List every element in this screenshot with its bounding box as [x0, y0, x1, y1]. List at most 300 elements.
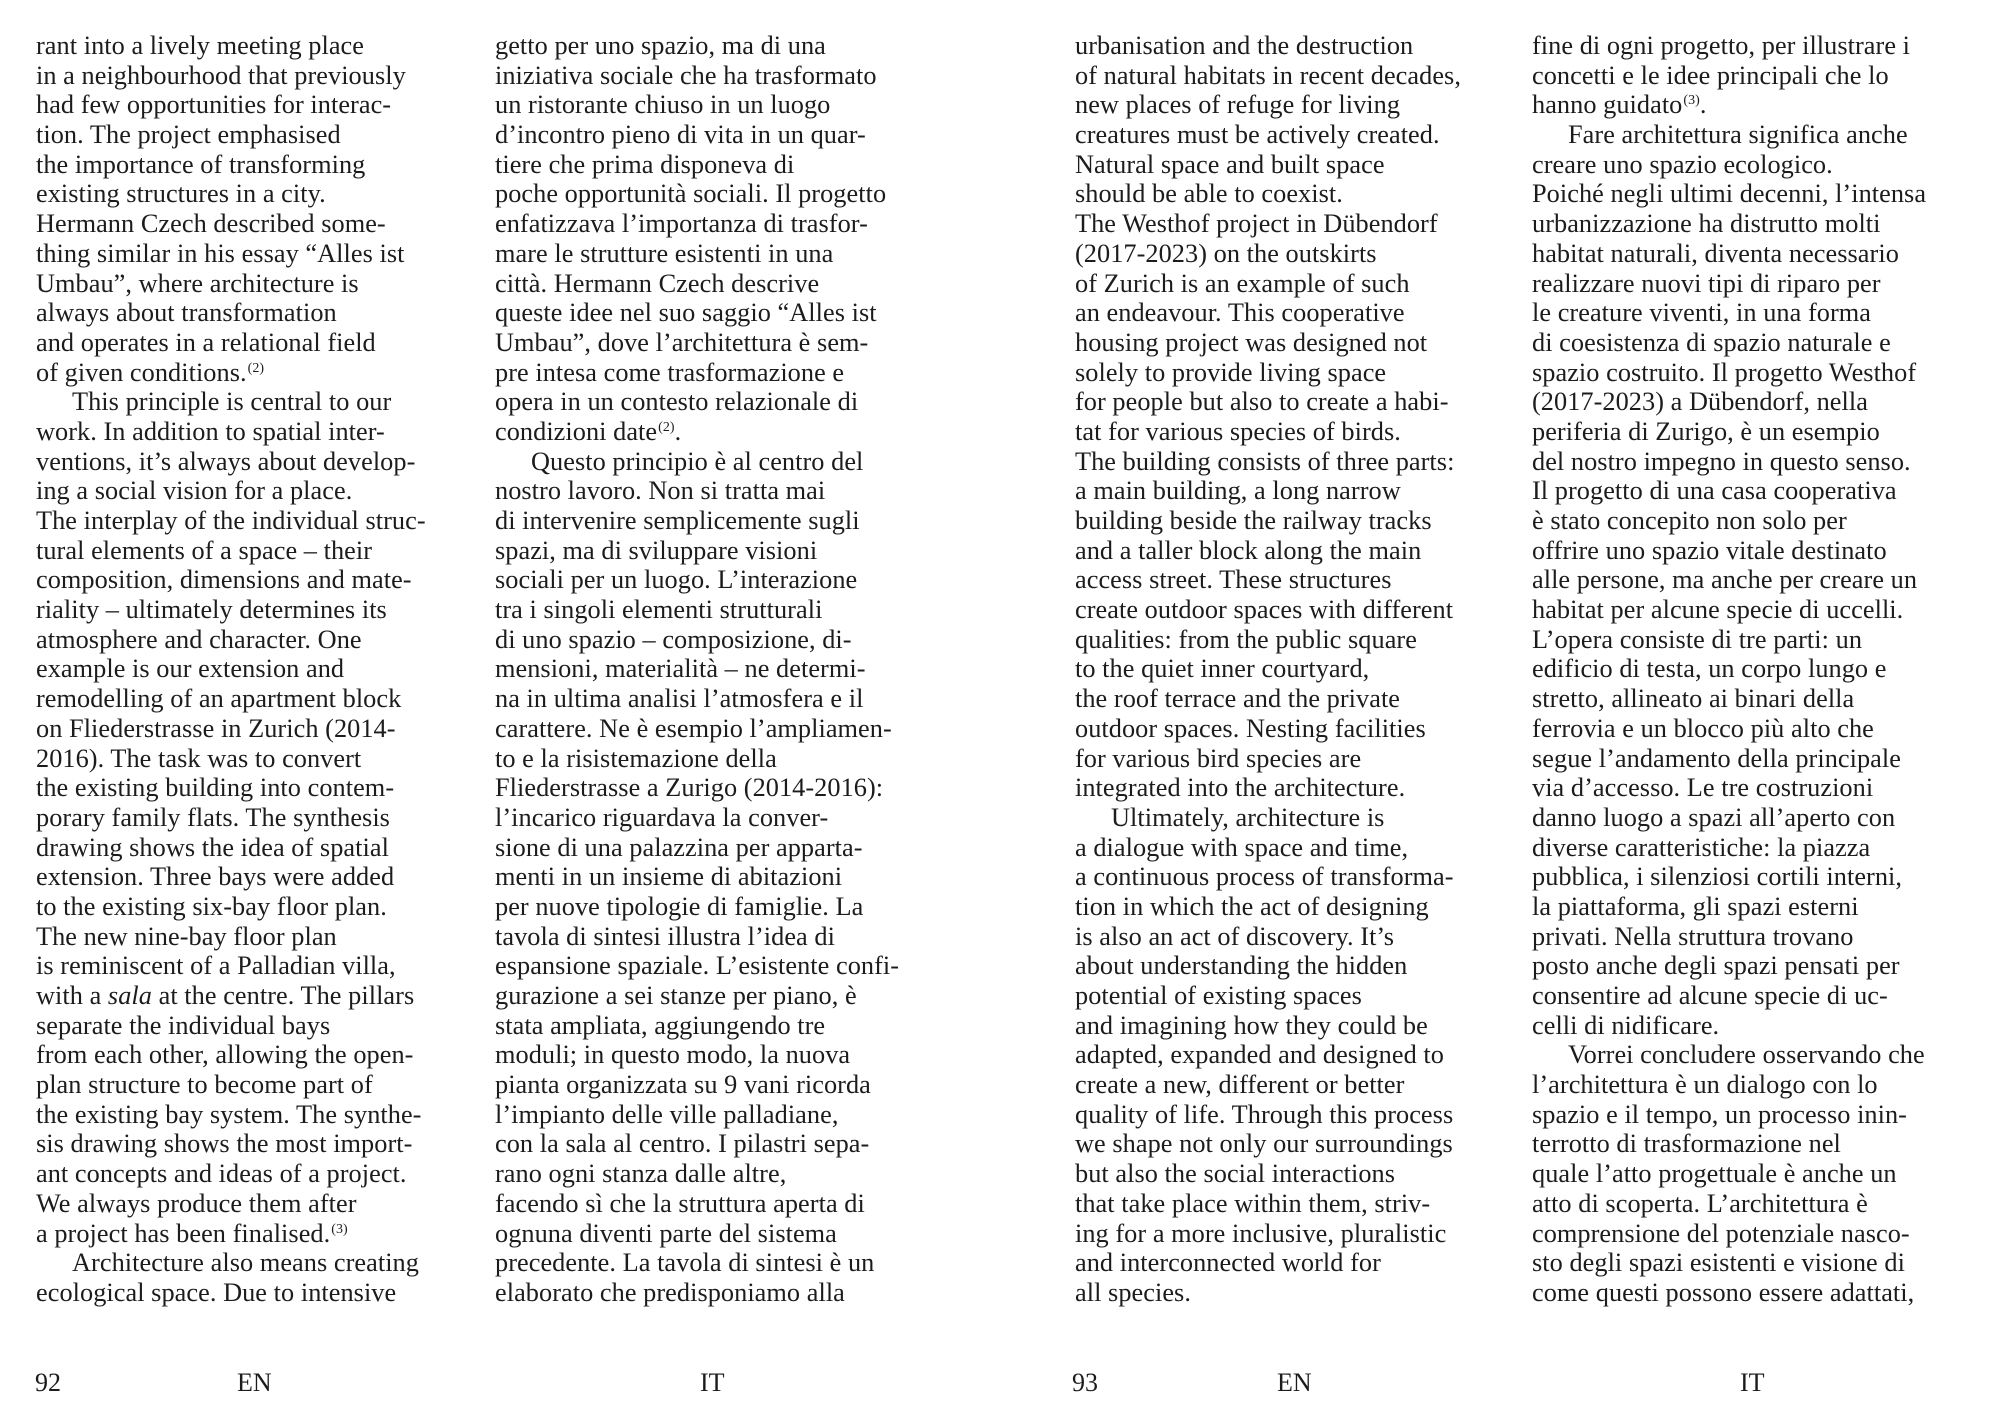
- text-line: [495, 684, 965, 714]
- text-line: [1075, 120, 1545, 150]
- line-text: tra i singoli elementi strutturali: [495, 595, 823, 625]
- text-line: [36, 120, 506, 150]
- line-text: ecological space. Due to intensive: [36, 1277, 397, 1307]
- line-text: ferrovia e un blocco più alto che: [1532, 713, 1874, 743]
- text-line: [495, 981, 965, 1011]
- line-text: del nostro impegno in questo senso.: [1532, 446, 1911, 476]
- line-text: quale l’atto progettuale è anche un: [1532, 1159, 1897, 1189]
- line-text: plan structure to become part of: [36, 1070, 373, 1100]
- text-line: [1075, 387, 1545, 417]
- line-text: an endeavour. This cooperative: [1075, 298, 1405, 328]
- text-line: [1075, 61, 1545, 91]
- line-text: separate the individual bays: [36, 1010, 331, 1040]
- line-text: la piattaforma, gli spazi esterni: [1532, 891, 1859, 921]
- text-line: [495, 417, 965, 447]
- text-line: [1532, 862, 2002, 892]
- line-text: Vorrei concludere osservando che: [1568, 1040, 1925, 1070]
- line-text: tavola di sintesi illustra l’idea di: [495, 921, 835, 951]
- text-line: [495, 1040, 965, 1070]
- text-line: [495, 1070, 965, 1100]
- text-line: [495, 358, 965, 388]
- text-line: [1532, 744, 2002, 774]
- line-text: The Westhof project in Dübendorf: [1075, 209, 1438, 239]
- text-line: [36, 654, 506, 684]
- text-line: [1532, 179, 2002, 209]
- text-line: [36, 951, 506, 981]
- text-line: [1532, 1189, 2002, 1219]
- text-line: [36, 476, 506, 506]
- text-line: [1532, 684, 2002, 714]
- line-text: a project has been finalised.: [36, 1218, 331, 1248]
- text-line: [36, 1189, 506, 1219]
- text-line: [1532, 1070, 2002, 1100]
- text-line: [1532, 1011, 2002, 1041]
- text-line: [1075, 1278, 1545, 1308]
- text-line: [495, 565, 965, 595]
- line-text: terrotto di trasformazione nel: [1532, 1129, 1841, 1159]
- text-line: [1532, 951, 2002, 981]
- line-text: ognuna diventi parte del sistema: [495, 1218, 837, 1248]
- line-text: of Zurich is an example of such: [1075, 268, 1410, 298]
- text-line: [495, 1129, 965, 1159]
- text-line: [1532, 714, 2002, 744]
- line-text: to the quiet inner courtyard,: [1075, 654, 1370, 684]
- line-text: getto per uno spazio, ma di una: [495, 31, 826, 60]
- text-line: [1532, 447, 2002, 477]
- text-line: [495, 625, 965, 655]
- line-text: This principle is central to our: [72, 387, 392, 417]
- punctuation: .: [674, 416, 682, 446]
- text-line: [36, 1070, 506, 1100]
- line-text: all species.: [1075, 1277, 1191, 1307]
- line-text: elaborato che predisponiamo alla: [495, 1277, 845, 1307]
- line-text: di coesistenza di spazio naturale e: [1532, 327, 1891, 357]
- line-text: celli di nidificare.: [1532, 1010, 1720, 1040]
- text-line: [36, 565, 506, 595]
- text-line: [1532, 1040, 2002, 1070]
- text-line: [1532, 1129, 2002, 1159]
- text-line: [1075, 239, 1545, 269]
- text-line: [36, 803, 506, 833]
- footnote-marker: (2): [658, 419, 675, 435]
- text-line: [1075, 209, 1545, 239]
- text-line: [1075, 447, 1545, 477]
- text-line: [1532, 1219, 2002, 1249]
- column-en-page-92: [36, 31, 506, 1308]
- text-line: [1075, 595, 1545, 625]
- line-text: Fare architettura significa anche: [1568, 120, 1908, 150]
- page-number-left: 92: [35, 1368, 61, 1397]
- text-line: [495, 1100, 965, 1130]
- text-line: [495, 862, 965, 892]
- text-line: [1532, 773, 2002, 803]
- text-line: [1532, 565, 2002, 595]
- line-text: spazio e il tempo, un processo inin-: [1532, 1099, 1907, 1129]
- text-line: [36, 1159, 506, 1189]
- line-text: ant concepts and ideas of a project.: [36, 1159, 407, 1189]
- text-line: [1075, 1040, 1545, 1070]
- text-line: [36, 684, 506, 714]
- line-text: a continuous process of transforma-: [1075, 862, 1454, 892]
- line-text: con la sala al centro. I pilastri sepa-: [495, 1129, 870, 1159]
- text-line: [1075, 358, 1545, 388]
- line-text: enfatizzava l’importanza di trasfor-: [495, 209, 868, 239]
- line-text: but also the social interactions: [1075, 1159, 1395, 1189]
- line-text: via d’accesso. Le tre costruzioni: [1532, 773, 1874, 803]
- column-it-page-92: [495, 31, 965, 1308]
- text-line: [1532, 239, 2002, 269]
- text-line: [36, 625, 506, 655]
- line-text: of given conditions.: [36, 357, 247, 387]
- line-text: atto di scoperta. L’architettura è: [1532, 1188, 1868, 1218]
- text-line: [36, 922, 506, 952]
- line-text: create outdoor spaces with different: [1075, 595, 1454, 625]
- text-line: [1075, 150, 1545, 180]
- line-text: pre intesa come trasformazione e: [495, 357, 845, 387]
- text-line: [36, 833, 506, 863]
- line-text: mare le strutture esistenti in una: [495, 238, 834, 268]
- text-line: [36, 744, 506, 774]
- text-line: [495, 1248, 965, 1278]
- footnote-marker: (3): [1683, 93, 1700, 109]
- line-text: sociali per un luogo. L’interazione: [495, 565, 858, 595]
- text-line: [1532, 654, 2002, 684]
- language-label-it-left: IT: [700, 1368, 725, 1397]
- line-text: quality of life. Through this process: [1075, 1099, 1454, 1129]
- text-line: [495, 328, 965, 358]
- text-line: [1075, 476, 1545, 506]
- line-text: danno luogo a spazi all’aperto con: [1532, 802, 1896, 832]
- line-text: new places of refuge for living: [1075, 90, 1401, 120]
- line-text: Questo principio è al centro del: [531, 446, 864, 476]
- text-line: [495, 1278, 965, 1308]
- language-label-en-right: EN: [1277, 1368, 1312, 1397]
- text-line: [1075, 506, 1545, 536]
- line-text: segue l’andamento della principale: [1532, 743, 1901, 773]
- line-text: (2017-2023) a Dübendorf, nella: [1532, 387, 1868, 417]
- language-label-en-left: EN: [237, 1368, 272, 1397]
- line-text-continued: at the centre. The pillars: [151, 981, 415, 1010]
- text-line: [1532, 1278, 2002, 1308]
- line-text: is also an act of discovery. It’s: [1075, 921, 1395, 951]
- language-label-it-right: IT: [1740, 1368, 1765, 1397]
- text-line: [1532, 476, 2002, 506]
- line-text: concetti e le idee principali che lo: [1532, 60, 1889, 90]
- text-line: [1075, 298, 1545, 328]
- text-line: [36, 1011, 506, 1041]
- line-text: fine di ogni progetto, per illustrare i: [1532, 31, 1911, 60]
- text-line: [495, 595, 965, 625]
- line-text: tiere che prima disponeva di: [495, 149, 795, 179]
- text-line: [495, 506, 965, 536]
- line-text: L’opera consiste di tre parti: un: [1532, 624, 1863, 654]
- text-line: [36, 61, 506, 91]
- line-text: work. In addition to spatial inter-: [36, 416, 385, 446]
- text-line: [1532, 1248, 2002, 1278]
- line-text: rant into a lively meeting place: [36, 31, 364, 60]
- text-line: [36, 328, 506, 358]
- text-line: [495, 298, 965, 328]
- line-text: facendo sì che la struttura aperta di: [495, 1188, 865, 1218]
- line-text: The new nine-bay floor plan: [36, 921, 337, 951]
- text-line: [495, 773, 965, 803]
- text-line: [495, 120, 965, 150]
- text-line: [1075, 922, 1545, 952]
- line-text: the existing bay system. The synthe-: [36, 1099, 422, 1129]
- line-text: queste idee nel suo saggio “Alles ist: [495, 298, 877, 328]
- line-text: Fliederstrasse a Zurigo (2014-2016):: [495, 773, 884, 803]
- line-text: privati. Nella struttura trovano: [1532, 921, 1854, 951]
- text-line: [495, 476, 965, 506]
- text-line: [1532, 595, 2002, 625]
- line-text: città. Hermann Czech descrive: [495, 268, 820, 298]
- text-line: [36, 358, 506, 388]
- line-text: the existing building into contem-: [36, 773, 395, 803]
- line-text: Il progetto di una casa cooperativa: [1532, 476, 1897, 506]
- line-text: di uno spazio – composizione, di-: [495, 624, 852, 654]
- text-line: [1532, 358, 2002, 388]
- text-line: [36, 1100, 506, 1130]
- text-line: [495, 269, 965, 299]
- line-text: outdoor spaces. Nesting facilities: [1075, 713, 1426, 743]
- line-text: habitat naturali, diventa necessario: [1532, 238, 1899, 268]
- line-text: example is our extension and: [36, 654, 345, 684]
- line-text: integrated into the architecture.: [1075, 773, 1406, 803]
- line-text: on Fliederstrasse in Zurich (2014-: [36, 713, 396, 743]
- line-text: housing project was designed not: [1075, 327, 1428, 357]
- line-text: un ristorante chiuso in un luogo: [495, 90, 831, 120]
- line-text: pubblica, i silenziosi cortili interni,: [1532, 862, 1903, 892]
- text-line: [495, 447, 965, 477]
- text-line: [1532, 1159, 2002, 1189]
- text-line: [1075, 328, 1545, 358]
- line-text: creatures must be actively created.: [1075, 120, 1440, 150]
- line-text: to e la risistemazione della: [495, 743, 777, 773]
- line-text: atmosphere and character. One: [36, 624, 362, 654]
- line-text: about understanding the hidden: [1075, 951, 1408, 981]
- line-text: Poiché negli ultimi decenni, l’intensa: [1532, 179, 1927, 209]
- text-line: [1532, 31, 2002, 61]
- line-text: qualities: from the public square: [1075, 624, 1417, 654]
- text-line: [495, 654, 965, 684]
- text-line: [1532, 922, 2002, 952]
- text-line: [495, 31, 965, 61]
- text-line: [1075, 1070, 1545, 1100]
- line-text: di intervenire semplicemente sugli: [495, 506, 860, 535]
- text-line: [1532, 833, 2002, 863]
- text-line: [36, 773, 506, 803]
- line-text: Ultimately, architecture is: [1111, 802, 1385, 832]
- line-text: precedente. La tavola di sintesi è un: [495, 1248, 875, 1278]
- text-line: [1532, 269, 2002, 299]
- line-text: pianta organizzata su 9 vani ricorda: [495, 1070, 871, 1100]
- text-line: [1532, 328, 2002, 358]
- text-line: [36, 239, 506, 269]
- line-text: habitat per alcune specie di uccelli.: [1532, 595, 1904, 625]
- line-text: mensioni, materialità – ne determi-: [495, 654, 866, 684]
- line-text: solely to provide living space: [1075, 357, 1387, 387]
- line-text: We always produce them after: [36, 1188, 357, 1218]
- line-text: riality – ultimately determines its: [36, 595, 387, 625]
- text-line: [495, 803, 965, 833]
- line-text: thing similar in his essay “Alles ist: [36, 238, 405, 268]
- text-line: [1532, 90, 2002, 120]
- text-line: [36, 298, 506, 328]
- text-line: [36, 31, 506, 61]
- text-line: [495, 833, 965, 863]
- line-text: stata ampliata, aggiungendo tre: [495, 1010, 826, 1040]
- text-line: [36, 387, 506, 417]
- text-line: [36, 209, 506, 239]
- line-text: opera in un contesto relazionale di: [495, 387, 859, 417]
- text-line: [1075, 714, 1545, 744]
- line-text: realizzare nuovi tipi di riparo per: [1532, 268, 1881, 298]
- line-text: comprensione del potenziale nasco-: [1532, 1218, 1910, 1248]
- line-text: l’incarico riguardava la conver-: [495, 802, 829, 832]
- footnote-marker: (3): [331, 1221, 348, 1237]
- text-line: [1532, 536, 2002, 566]
- text-line: [1075, 1011, 1545, 1041]
- text-line: [495, 536, 965, 566]
- line-text: espansione spaziale. L’esistente confi-: [495, 951, 900, 981]
- line-text: diverse caratteristiche: la piazza: [1532, 832, 1871, 862]
- text-line: [1532, 417, 2002, 447]
- line-text: Umbau”, where architecture is: [36, 268, 359, 298]
- line-text: the importance of transforming: [36, 149, 366, 179]
- text-line: [495, 239, 965, 269]
- line-text: tion in which the act of designing: [1075, 891, 1429, 921]
- line-text: spazio costruito. Il progetto Westhof: [1532, 357, 1917, 387]
- line-text: existing structures in a city.: [36, 179, 326, 209]
- column-it-page-93: [1532, 31, 2002, 1308]
- text-line: [495, 61, 965, 91]
- line-text: drawing shows the idea of spatial: [36, 832, 389, 862]
- text-line: [1075, 417, 1545, 447]
- line-text: ing a social vision for a place.: [36, 476, 353, 506]
- line-text: le creature viventi, in una forma: [1532, 298, 1871, 328]
- line-text: The interplay of the individual struc-: [36, 506, 426, 535]
- line-text: posto anche degli spazi pensati per: [1532, 951, 1900, 981]
- text-line: [36, 595, 506, 625]
- text-line: [36, 862, 506, 892]
- text-line: [1075, 625, 1545, 655]
- text-line: [36, 1219, 506, 1249]
- line-text: periferia di Zurigo, è un esempio: [1532, 416, 1880, 446]
- text-line: [1075, 833, 1545, 863]
- text-line: [1532, 892, 2002, 922]
- text-line: [36, 506, 506, 536]
- line-text: tat for various species of birds.: [1075, 416, 1401, 446]
- text-line: [36, 90, 506, 120]
- line-text: stretto, allineato ai binari della: [1532, 684, 1855, 714]
- text-line: [495, 922, 965, 952]
- text-line: [36, 892, 506, 922]
- line-text: the roof terrace and the private: [1075, 684, 1401, 714]
- text-line: [1075, 179, 1545, 209]
- line-text: had few opportunities for interac-: [36, 90, 392, 120]
- line-text: nostro lavoro. Non si tratta mai: [495, 476, 826, 506]
- text-line: [1075, 892, 1545, 922]
- text-line: [1075, 1100, 1545, 1130]
- text-line: [1532, 387, 2002, 417]
- text-line: [36, 269, 506, 299]
- text-line: [1075, 536, 1545, 566]
- line-text: extension. Three bays were added: [36, 862, 395, 892]
- text-line: [495, 714, 965, 744]
- text-line: [495, 951, 965, 981]
- text-line: [1075, 773, 1545, 803]
- text-line: [36, 536, 506, 566]
- line-text: we shape not only our surroundings: [1075, 1129, 1453, 1159]
- column-en-page-93: [1075, 31, 1545, 1308]
- line-text: tural elements of a space – their: [36, 535, 373, 565]
- text-line: [495, 150, 965, 180]
- text-line: [1532, 120, 2002, 150]
- text-line: [1075, 1219, 1545, 1249]
- line-text: poche opportunità sociali. Il progetto: [495, 179, 887, 209]
- line-text: moduli; in questo modo, la nuova: [495, 1040, 851, 1070]
- text-line: [1532, 61, 2002, 91]
- line-text: iniziativa sociale che ha trasformato: [495, 60, 877, 90]
- line-text: offrire uno spazio vitale destinato: [1532, 535, 1887, 565]
- line-text: hanno guidato: [1532, 90, 1683, 120]
- text-line: [36, 981, 506, 1011]
- text-line: [1075, 684, 1545, 714]
- text-line: [36, 179, 506, 209]
- text-line: [1532, 298, 2002, 328]
- line-text: The building consists of three parts:: [1075, 446, 1455, 476]
- text-line: [36, 1040, 506, 1070]
- text-line: [36, 1248, 506, 1278]
- line-text: gurazione a sei stanze per piano, è: [495, 981, 857, 1010]
- line-text: adapted, expanded and designed to: [1075, 1040, 1444, 1070]
- line-text: of natural habitats in recent decades,: [1075, 60, 1461, 90]
- line-text: access street. These structures: [1075, 565, 1392, 595]
- text-line: [495, 1219, 965, 1249]
- text-line: [36, 447, 506, 477]
- line-text: for people but also to create a habi-: [1075, 387, 1449, 417]
- line-text: remodelling of an apartment block: [36, 684, 402, 714]
- line-text: to the existing six-bay floor plan.: [36, 891, 387, 921]
- line-text: creare uno spazio ecologico.: [1532, 149, 1833, 179]
- line-text: l’architettura è un dialogo con lo: [1532, 1070, 1878, 1100]
- line-text: with a: [36, 981, 108, 1010]
- text-line: [1075, 1159, 1545, 1189]
- text-line: [1075, 654, 1545, 684]
- text-line: [1075, 1189, 1545, 1219]
- line-text: for various bird species are: [1075, 743, 1362, 773]
- text-line: [495, 1159, 965, 1189]
- line-text: always about transformation: [36, 298, 337, 328]
- line-text: composition, dimensions and mate-: [36, 565, 412, 595]
- line-text: in a neighbourhood that previously: [36, 60, 406, 90]
- text-line: [495, 892, 965, 922]
- text-line: [495, 744, 965, 774]
- line-text: menti in un insieme di abitazioni: [495, 862, 843, 892]
- line-text: ventions, it’s always about develop-: [36, 446, 416, 476]
- text-line: [1075, 565, 1545, 595]
- line-text: from each other, allowing the open-: [36, 1040, 414, 1070]
- text-line: [495, 90, 965, 120]
- page-number-right: 93: [1072, 1368, 1098, 1397]
- text-line: [1075, 1129, 1545, 1159]
- italic-term: sala: [107, 981, 152, 1010]
- line-text: create a new, different or better: [1075, 1070, 1405, 1100]
- text-line: [36, 417, 506, 447]
- line-text: na in ultima analisi l’atmosfera e il: [495, 684, 864, 714]
- text-line: [1532, 506, 2002, 536]
- line-text: sto degli spazi esistenti e visione di: [1532, 1248, 1905, 1278]
